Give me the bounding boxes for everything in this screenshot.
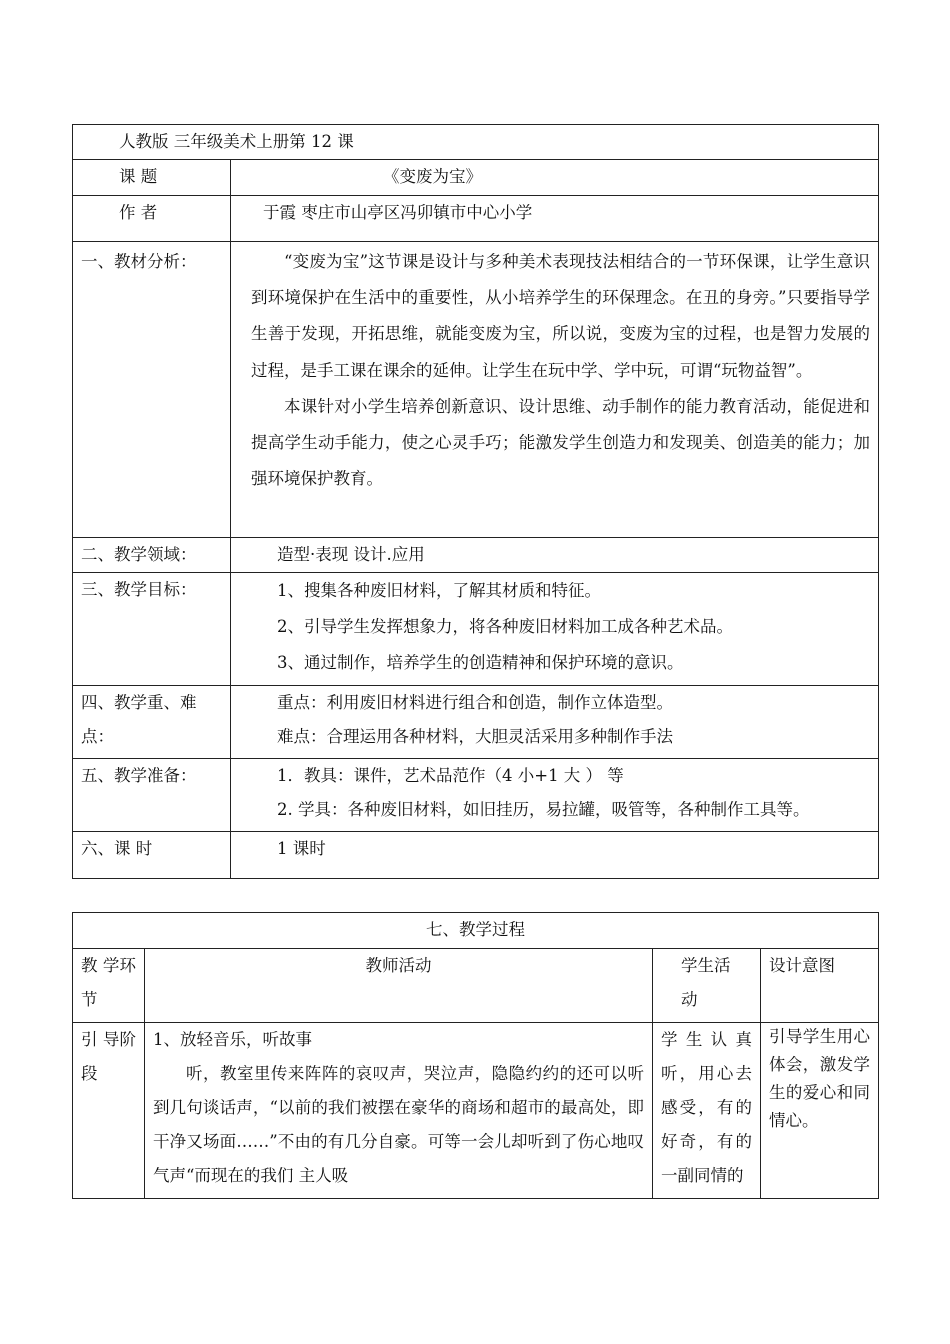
goal-item: 3、通过制作，培养学生的创造精神和保护环境的意识。 — [277, 653, 684, 672]
key-point-item: 难点：合理运用各种材料，大胆灵活采用多种制作手法 — [277, 727, 673, 746]
header-stage — [73, 949, 145, 1023]
section-3-content — [231, 573, 879, 686]
process-title-cell — [73, 913, 879, 949]
header-student — [653, 949, 761, 1023]
section-5-label-cell — [73, 759, 231, 832]
section-6-content — [231, 832, 879, 879]
author-value: 于霞 枣庄市山亭区冯卯镇市中心小学 — [263, 203, 533, 222]
design-intent-cell — [761, 1023, 879, 1199]
topic-label: 课 题 — [119, 167, 158, 186]
class-hours-value: 1 课时 — [277, 839, 326, 858]
goal-item: 2、引导学生发挥想象力，将各种废旧材料加工成各种艺术品。 — [277, 617, 733, 636]
section-1-content — [231, 242, 879, 538]
section-4-label-cell — [73, 686, 231, 759]
goal-item: 1、搜集各种废旧材料，了解其材质和特征。 — [277, 581, 601, 600]
section-3-label: 三、教学目标： — [81, 580, 197, 599]
topic-label-cell — [73, 160, 231, 196]
analysis-paragraph-1: “变废为宝”这节课是设计与多种美术表现技法相结合的一节环保课，让学生意识到环境保护在生活中的重要性，从小培养学生的环保理念。在丑的身旁。”只要指导学生善于发现，开拓思维，就能变废为宝，所以说，变废为宝的过程，也是智力发展的过程，是手工课在课余的延伸。让学生在玩中学、学中玩，可谓“玩物益智”。 — [251, 252, 871, 380]
author-label-cell — [73, 196, 231, 242]
teaching-process-table — [72, 912, 879, 1199]
author-label: 作 者 — [119, 203, 158, 222]
edition-text: 人教版 三年级美术上册第 12 课 — [119, 132, 354, 151]
topic-value-cell — [231, 160, 879, 196]
section-1-label-cell — [73, 242, 231, 538]
prep-item: 2. 学具：各种废旧材料，如旧挂历，易拉罐，吸管等，各种制作工具等。 — [277, 800, 810, 819]
header-stage-text: 教 学环节 — [81, 956, 136, 1009]
analysis-paragraph-2: 本课针对小学生培养创新意识、设计思维、动手制作的能力教育活动，能促进和提高学生动手能力，使之心灵手巧；能激发学生创造力和发现美、创造美的能力；加强环境保护教育。 — [251, 396, 871, 489]
section-1-label: 一、教材分析： — [81, 252, 197, 271]
header-teacher — [145, 949, 653, 1023]
author-value-cell — [231, 196, 879, 242]
student-activity-cell — [653, 1023, 761, 1199]
prep-item: 1．教具：课件，艺术品范作（4 小+1 大 ） 等 — [277, 766, 624, 785]
topic-value: 《变废为宝》 — [383, 167, 482, 186]
teacher-activity-cell — [145, 1023, 653, 1199]
header-intent-text: 设计意图 — [769, 956, 835, 975]
edition-cell — [73, 125, 879, 160]
process-title: 七、教学过程 — [426, 920, 525, 939]
key-point-item: 重点：利用废旧材料进行组合和创造，制作立体造型。 — [277, 693, 673, 712]
stage-cell — [73, 1023, 145, 1199]
section-2-label: 二、教学领域： — [81, 545, 197, 564]
header-student-text: 学生活动 — [681, 956, 731, 1009]
section-4-label: 四、教学重、难点： — [81, 693, 197, 746]
teacher-activity-text: 听，教室里传来阵阵的哀叹声，哭泣声，隐隐约约的还可以听到几句谈话声，“以前的我们被摆在豪华的商场和超市的最高处，即干净又场面……”不由的有几分自豪。可等一会儿却听到了伤心地叹气声“而现在的我们 主人吸 — [153, 1064, 644, 1185]
section-4-content — [231, 686, 879, 759]
student-activity-text: 学 生 认 真听，用心去感受，有的好奇，有的一副同情的 — [661, 1030, 752, 1185]
stage-text: 引 导阶段 — [81, 1030, 136, 1083]
section-2-content — [231, 538, 879, 573]
design-intent-text: 引导学生用心体会，激发学生的爱心和同情心。 — [769, 1027, 870, 1130]
header-teacher-text: 教师活动 — [365, 956, 432, 975]
teacher-activity-title: 1、放轻音乐，听故事 — [153, 1030, 312, 1049]
section-2-label-cell — [73, 538, 231, 573]
lesson-info-table — [72, 124, 879, 879]
header-intent — [761, 949, 879, 1023]
section-5-label: 五、教学准备： — [81, 766, 197, 785]
domain-value: 造型·表现 设计.应用 — [277, 545, 425, 564]
section-3-label-cell — [73, 573, 231, 686]
section-6-label: 六、课 时 — [81, 839, 153, 858]
section-5-content — [231, 759, 879, 832]
section-6-label-cell — [73, 832, 231, 879]
